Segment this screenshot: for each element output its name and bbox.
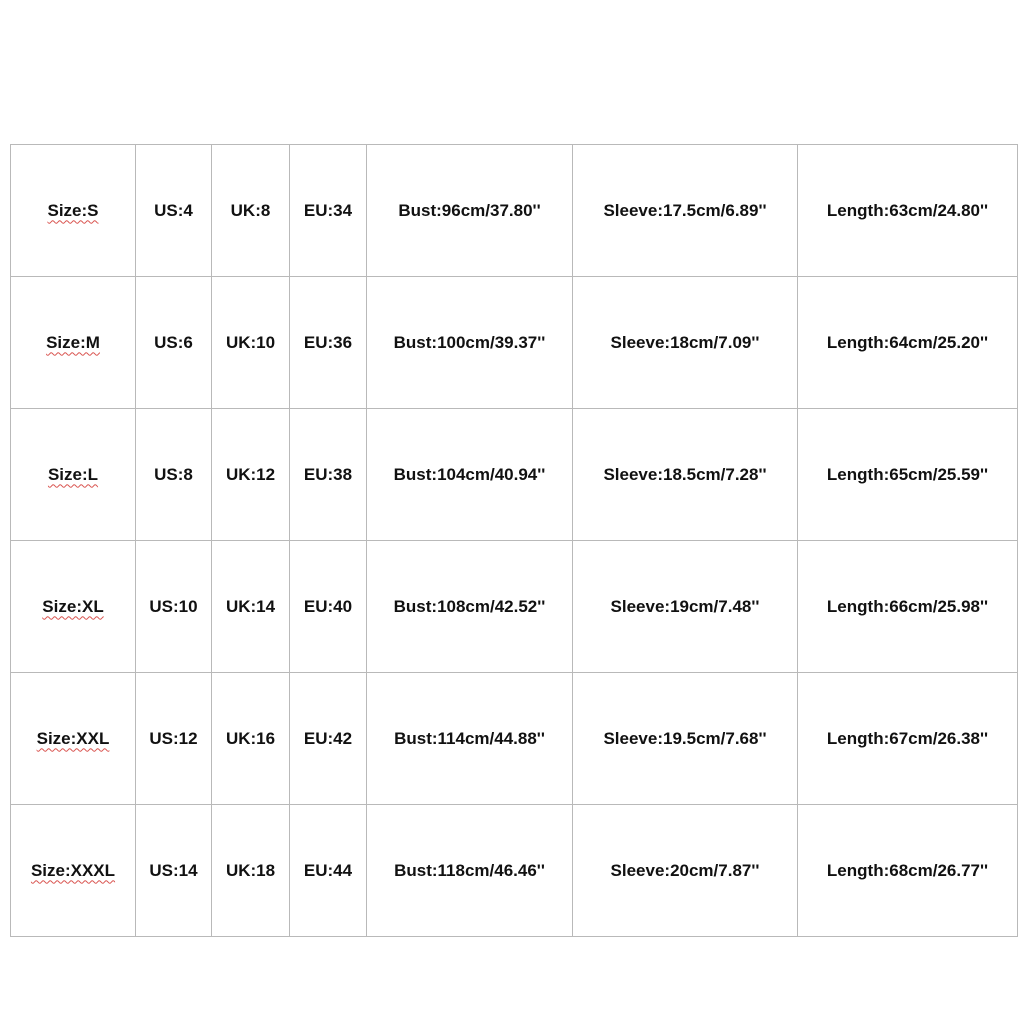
eu-size-cell: EU:40 <box>290 541 367 673</box>
sleeve-cell: Sleeve:18.5cm/7.28'' <box>573 409 798 541</box>
table-row <box>11 145 1018 277</box>
uk-size-cell: UK:8 <box>212 145 290 277</box>
table-row <box>11 541 1018 673</box>
bust-cell: Bust:114cm/44.88'' <box>367 673 573 805</box>
length-cell: Length:68cm/26.77'' <box>798 805 1018 937</box>
size-label: Size:S <box>47 200 99 220</box>
bust-cell: Bust:118cm/46.46'' <box>367 805 573 937</box>
bust-cell: Bust:100cm/39.37'' <box>367 277 573 409</box>
eu-size-cell: EU:42 <box>290 673 367 805</box>
uk-size-cell: UK:12 <box>212 409 290 541</box>
size-cell <box>11 409 136 541</box>
size-label: Size:M <box>46 332 100 352</box>
us-size-cell: US:10 <box>136 541 212 673</box>
sleeve-cell: Sleeve:18cm/7.09'' <box>573 277 798 409</box>
size-cell <box>11 673 136 805</box>
table-row <box>11 277 1018 409</box>
uk-size-cell: UK:18 <box>212 805 290 937</box>
eu-size-cell: EU:36 <box>290 277 367 409</box>
length-cell: Length:67cm/26.38'' <box>798 673 1018 805</box>
uk-size-cell: UK:16 <box>212 673 290 805</box>
us-size-cell: US:6 <box>136 277 212 409</box>
length-cell: Length:63cm/24.80'' <box>798 145 1018 277</box>
us-size-cell: US:12 <box>136 673 212 805</box>
bust-cell: Bust:104cm/40.94'' <box>367 409 573 541</box>
size-cell <box>11 805 136 937</box>
uk-size-cell: UK:10 <box>212 277 290 409</box>
table-row <box>11 805 1018 937</box>
sleeve-cell: Sleeve:19.5cm/7.68'' <box>573 673 798 805</box>
bust-cell: Bust:96cm/37.80'' <box>367 145 573 277</box>
length-cell: Length:65cm/25.59'' <box>798 409 1018 541</box>
uk-size-cell: UK:14 <box>212 541 290 673</box>
length-cell: Length:66cm/25.98'' <box>798 541 1018 673</box>
us-size-cell: US:14 <box>136 805 212 937</box>
size-cell <box>11 277 136 409</box>
eu-size-cell: EU:44 <box>290 805 367 937</box>
eu-size-cell: EU:34 <box>290 145 367 277</box>
us-size-cell: US:4 <box>136 145 212 277</box>
table-row <box>11 409 1018 541</box>
size-cell <box>11 541 136 673</box>
bust-cell: Bust:108cm/42.52'' <box>367 541 573 673</box>
size-label: Size:XL <box>42 596 104 616</box>
eu-size-cell: EU:38 <box>290 409 367 541</box>
table-row <box>11 673 1018 805</box>
size-label: Size:XXXL <box>30 860 116 880</box>
size-cell <box>11 145 136 277</box>
us-size-cell: US:8 <box>136 409 212 541</box>
length-cell: Length:64cm/25.20'' <box>798 277 1018 409</box>
size-label: Size:L <box>47 464 99 484</box>
sleeve-cell: Sleeve:20cm/7.87'' <box>573 805 798 937</box>
sleeve-cell: Sleeve:19cm/7.48'' <box>573 541 798 673</box>
size-label: Size:XXL <box>36 728 110 748</box>
sleeve-cell: Sleeve:17.5cm/6.89'' <box>573 145 798 277</box>
size-chart-table <box>10 144 1018 937</box>
